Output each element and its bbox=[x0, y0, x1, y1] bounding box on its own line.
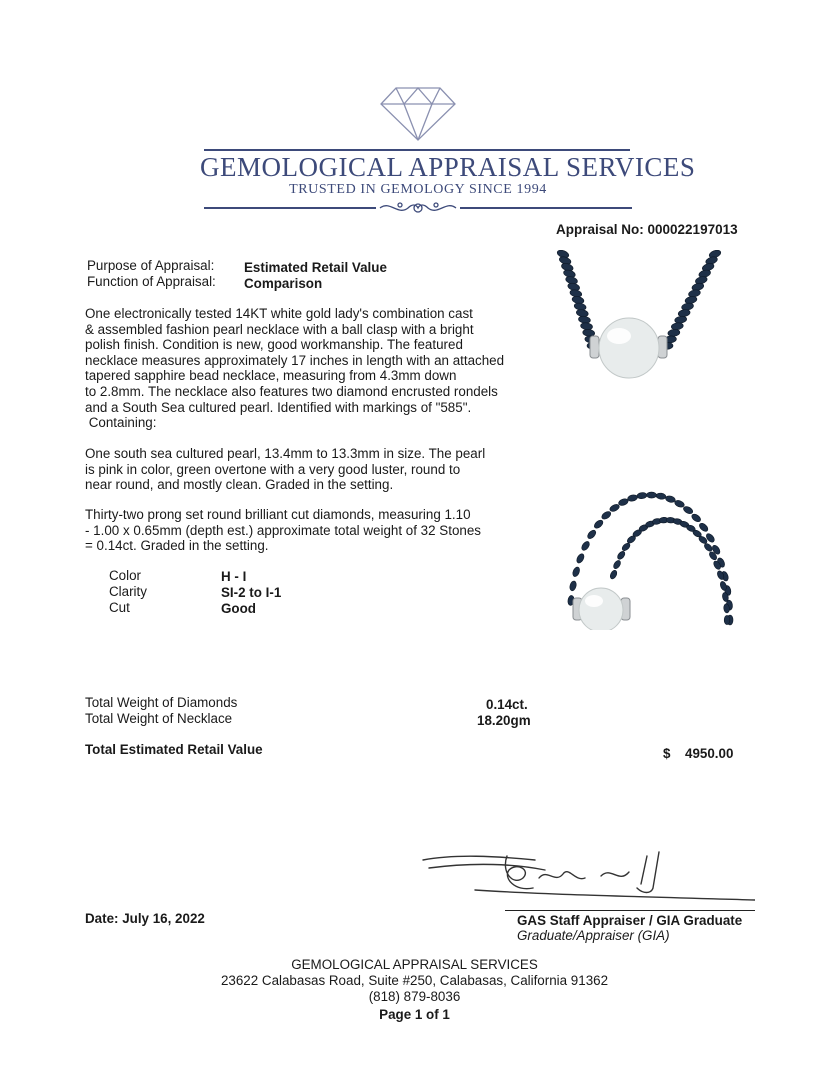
appraiser-signature bbox=[415, 848, 755, 918]
footer-phone: (818) 879-8036 bbox=[368, 989, 461, 1004]
signer-subtitle: Graduate/Appraiser (GIA) bbox=[517, 928, 670, 943]
sapphire-bead bbox=[690, 513, 702, 524]
sapphire-bead bbox=[609, 569, 618, 580]
total-diamonds-value: 0.14ct. bbox=[486, 697, 528, 712]
grade-clarity-label: Clarity bbox=[109, 584, 147, 599]
total-retail-currency: $ bbox=[663, 746, 671, 761]
description-line: polish finish. Condition is new, good workmanship. The featured bbox=[85, 337, 463, 353]
description-line: tapered sapphire bead necklace, measuring from 4.3mm down bbox=[85, 368, 457, 384]
sapphire-bead bbox=[671, 322, 684, 330]
sapphire-bead bbox=[616, 550, 626, 561]
signer-title: GAS Staff Appraiser / GIA Graduate bbox=[517, 913, 743, 928]
footer-address: 23622 Calabasas Road, Suite #250, Calabasas, California 91362 bbox=[220, 973, 609, 988]
function-value: Comparison bbox=[244, 276, 323, 291]
sapphire-bead bbox=[571, 566, 580, 578]
total-necklace-value: 18.20gm bbox=[477, 713, 531, 728]
purpose-value: Estimated Retail Value bbox=[244, 260, 387, 275]
sapphire-bead bbox=[612, 559, 622, 570]
sapphire-bead bbox=[724, 615, 730, 624]
company-tagline: TRUSTED IN GEMOLOGY SINCE 1994 bbox=[289, 182, 547, 197]
header-rule-bottom-right bbox=[460, 207, 632, 209]
pearl-paragraph bbox=[85, 446, 485, 493]
south-sea-pearl-1 bbox=[599, 318, 659, 378]
function-label: Function of Appraisal: bbox=[87, 274, 216, 289]
south-sea-pearl-2 bbox=[579, 588, 623, 630]
total-retail-value: 4950.00 bbox=[685, 746, 734, 761]
diamond-rondel-left bbox=[590, 336, 599, 358]
sapphire-bead bbox=[719, 581, 727, 592]
sapphire-bead bbox=[593, 519, 605, 530]
total-retail-label: Total Estimated Retail Value bbox=[85, 742, 263, 757]
grade-cut-value: Good bbox=[221, 601, 256, 616]
company-name: GEMOLOGICAL APPRAISAL SERVICES bbox=[200, 152, 696, 182]
grade-cut-label: Cut bbox=[109, 600, 130, 615]
diamond-icon bbox=[378, 84, 458, 144]
sapphire-bead bbox=[637, 492, 648, 499]
sapphire-bead bbox=[667, 329, 680, 337]
grade-color-label: Color bbox=[109, 568, 141, 583]
pearl-line: near round, and mostly clean. Graded in the setting. bbox=[85, 477, 394, 493]
sapphire-bead bbox=[627, 494, 638, 502]
diamond-line: Thirty-two prong set round brilliant cut diamonds, measuring 1.10 bbox=[85, 507, 471, 522]
company-logo bbox=[200, 82, 696, 222]
sapphire-bead bbox=[586, 529, 597, 540]
header-rule-top bbox=[204, 149, 630, 151]
sapphire-bead bbox=[646, 492, 656, 498]
appraisal-date: Date: July 16, 2022 bbox=[85, 911, 205, 926]
footer bbox=[0, 957, 829, 1023]
description-line: necklace measures approximately 17 inches in length with an attached bbox=[85, 352, 505, 368]
footer-company: GEMOLOGICAL APPRAISAL SERVICES bbox=[291, 957, 538, 972]
sapphire-bead bbox=[656, 493, 667, 500]
sapphire-bead bbox=[575, 553, 585, 565]
description-line: Containing: bbox=[85, 415, 157, 431]
sapphire-bead bbox=[600, 510, 612, 520]
diamond-line: - 1.00 x 0.65mm (depth est.) approximate total weight of 32 Stones bbox=[85, 522, 481, 538]
grade-color-value: H - I bbox=[221, 569, 247, 584]
footer-page: Page 1 of 1 bbox=[379, 1007, 450, 1022]
signature-line bbox=[505, 910, 755, 911]
description-line: to 2.8mm. The necklace also features two diamond encrusted rondels bbox=[85, 383, 498, 399]
sapphire-bead bbox=[698, 522, 709, 533]
sapphire-bead bbox=[609, 503, 621, 513]
necklace-photo-2 bbox=[555, 470, 735, 630]
header-rule-bottom-left bbox=[204, 207, 376, 209]
description-line: One electronically tested 14KT white gold lady's combination cast bbox=[85, 306, 473, 321]
sapphire-bead bbox=[569, 580, 578, 591]
pearl-highlight-1 bbox=[607, 328, 631, 344]
flourish-ornament bbox=[378, 196, 458, 220]
sapphire-bead bbox=[665, 495, 676, 503]
sapphire-bead bbox=[682, 505, 694, 515]
grade-clarity-value: SI-2 to I-1 bbox=[221, 585, 282, 600]
necklace-photo-1 bbox=[545, 250, 725, 410]
pearl-highlight-2 bbox=[585, 595, 603, 607]
purpose-label: Purpose of Appraisal: bbox=[87, 258, 215, 273]
diamond-paragraph bbox=[85, 507, 481, 554]
total-diamonds-label: Total Weight of Diamonds bbox=[85, 695, 238, 710]
diamond-line: = 0.14ct. Graded in the setting. bbox=[85, 538, 269, 554]
pearl-line: is pink in color, green overtone with a very good luster, round to bbox=[85, 461, 461, 477]
pearl-line: One south sea cultured pearl, 13.4mm to 13.3mm in size. The pearl bbox=[85, 446, 486, 461]
description-paragraph bbox=[85, 306, 504, 431]
description-line: & assembled fashion pearl necklace with a ball clasp with a bright bbox=[85, 321, 474, 337]
sapphire-bead bbox=[580, 540, 591, 552]
appraisal-number: Appraisal No: 000022197013 bbox=[556, 222, 738, 237]
description-line: and a South Sea cultured pearl. Identified with markings of "585". bbox=[85, 399, 472, 415]
total-necklace-label: Total Weight of Necklace bbox=[85, 711, 233, 726]
